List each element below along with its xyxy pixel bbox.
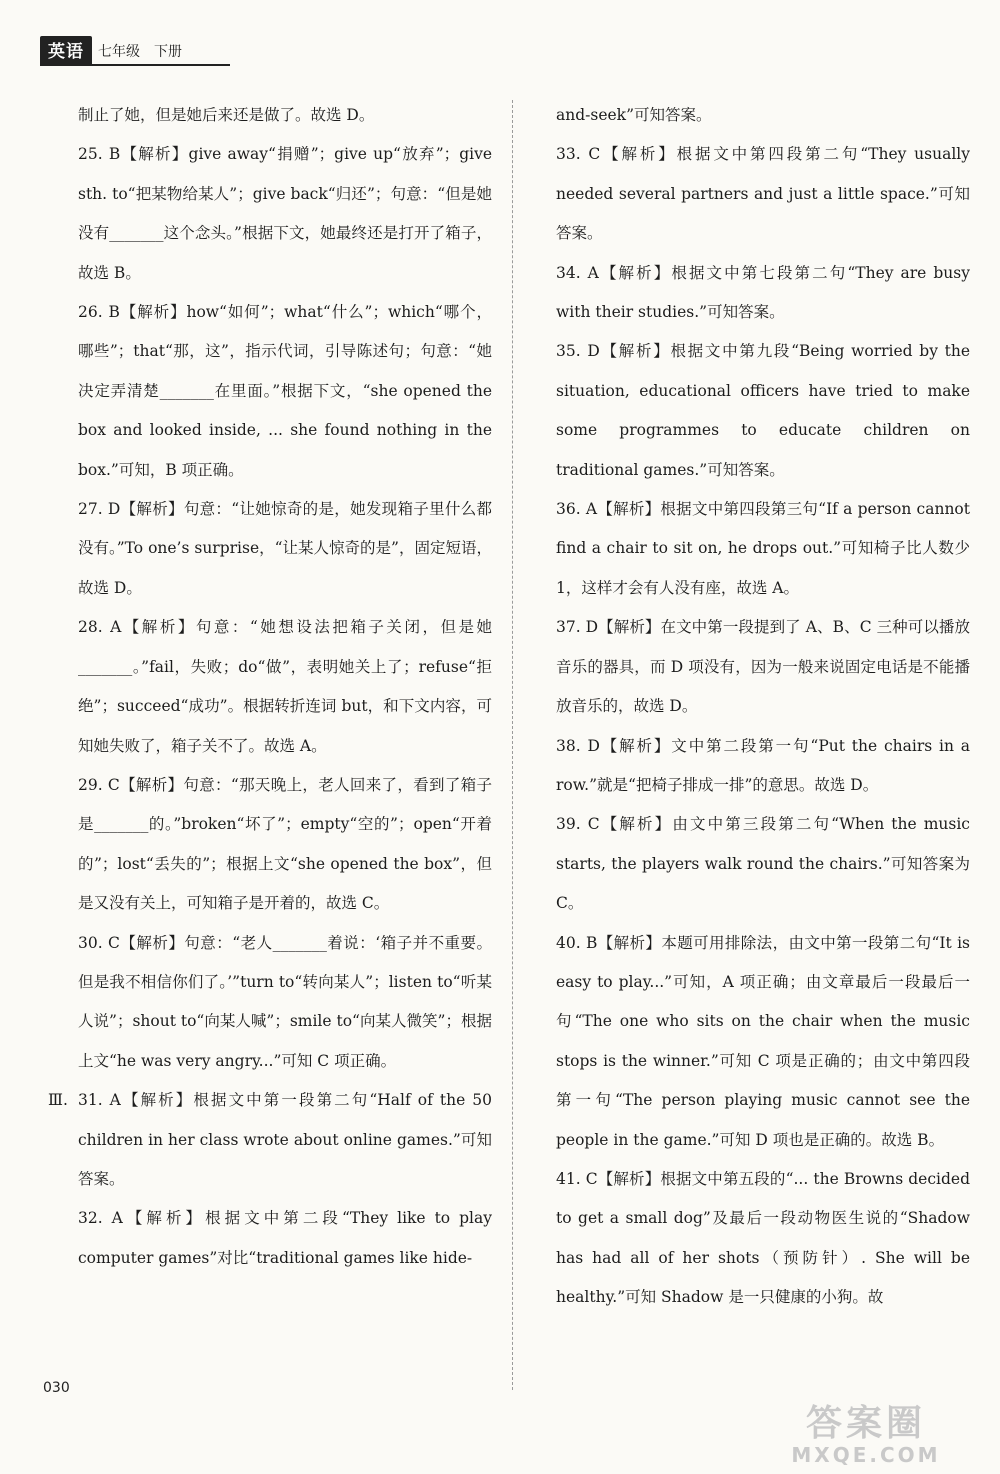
answer-item-38: 38. D【解析】文中第二段第一句“Put the chairs in a row.”就是“把椅子排成一排”的意思。故选 D。 [556,736,970,794]
watermark-main: 答案圈 [805,1403,926,1444]
answer-item-34: 34. A【解析】根据文中第七段第二句“They are busy with their studies.”可知答案。 [556,263,970,322]
page-number: 030 [43,1380,70,1396]
subject-label: 英语 [40,36,92,64]
grade-label: 七年级 下册 [98,44,182,60]
right-column [556,96,970,1318]
answer-item-40: 40. B【解析】本题可用排除法，由文中第一段第二句“It is easy to play...”可知，A 项正确；由文章最后一段最后一句“The one who sits on the chair when the music stops is the winner.”可知 C 项是正确的；由文中第四段第一句“The person playing music cannot see the people in the game.”可知 D 项也是正确的。故选 B。 [556,933,970,1149]
page-header [40,34,182,64]
answer-item-39: 39. C【解析】由文中第三段第二句“When the music starts, the players walk round the chairs.”可知答案为 C。 [556,815,970,913]
left-column [48,96,492,1278]
answer-item-31 [48,1081,492,1199]
answer-item-30: 30. C【解析】句意：“老人_______着说：‘箱子并不重要。但是我不相信你们了。’”turn to“转向某人”；listen to“听某人说”；shout to“向某人喊”；smile to“向某人微笑”；根据上文“he was very angry...”可知 C 项正确。 [78,933,492,1070]
watermark-url: MXQE.COM [791,1443,941,1467]
answer-item-36: 36. A【解析】根据文中第四段第三句“If a person cannot find a chair to sit on, he drops out.”可知椅子比人数少 1，这样才会有人没有座，故选 A。 [556,500,970,597]
answer-continuation: 制止了她，但是她后来还是做了。故选 D。 [78,106,375,124]
answer-item-31-text: 31. A【解析】根据文中第一段第二句“Half of the 50 children in her class wrote about online games.”可知答案。 [78,1091,492,1188]
answer-item-29: 29. C【解析】句意：“那天晚上，老人回来了，看到了箱子是_______的。”broken“坏了”；empty“空的”；open“开着的”；lost“丢失的”；根据上文“she opened the box”，但是又没有关上，可知箱子是开着的，故选 C。 [78,775,492,913]
answer-item-28: 28. A【解析】句意：“她想设法把箱子关闭，但是她_______。”fail，失败；do“做”，表明她关上了；refuse“拒绝”；succeed“成功”。根据转折连词 but，和下文内容，可知她失败了，箱子关不了。故选 A。 [78,618,492,755]
column-divider [512,100,513,1390]
answer-item-41: 41. C【解析】根据文中第五段的“... the Browns decided to get a small dog”及最后一段动物医生说的“Shadow has had all of her shots（预防针）. She will be healthy.”可知 Shadow 是一只健康的小狗。故 [556,1169,970,1307]
watermark-logo [766,1400,966,1470]
answer-item-35: 35. D【解析】根据文中第九段“Being worried by the situation, educational officers have tried to make some programmes to educate children on traditional games.”可知答案。 [556,342,970,479]
answer-item-26: 26. B【解析】how“如何”；what“什么”；which“哪个，哪些”；that“那，这”，指示代词，引导陈述句；句意：“她决定弄清楚_______在里面。”根据下文，“she opened the box and looked inside, ... she found nothing in the box.”可知，B 项正确。 [78,303,492,479]
section-marker: Ⅲ. [48,1091,68,1110]
answer-item-25: 25. B【解析】give away“捐赠”；give up“放弃”；give sth. to“把某物给某人”；give back“归还”；句意：“但是她没有_______这个念头。”根据下文，她最终还是打开了箱子，故选 B。 [78,145,492,282]
answer-item-32: 32. A【解析】根据文中第二段“They like to play computer games”对比“traditional games like hide- [78,1209,492,1267]
answer-item-37: 37. D【解析】在文中第一段提到了 A、B、C 三种可以播放音乐的器具，而 D 项没有，因为一般来说固定电话是不能播放音乐的，故选 D。 [556,618,970,716]
answer-item-32-cont: and-seek”可知答案。 [556,106,712,124]
answer-item-27: 27. D【解析】句意：“让她惊奇的是，她发现箱子里什么都没有。”To one’s surprise，“让某人惊奇的是”，固定短语，故选 D。 [78,500,492,597]
header-rule [40,64,230,66]
answer-item-33: 33. C【解析】根据文中第四段第二句“They usually needed several partners and just a little space.”可知答案。 [556,145,970,243]
